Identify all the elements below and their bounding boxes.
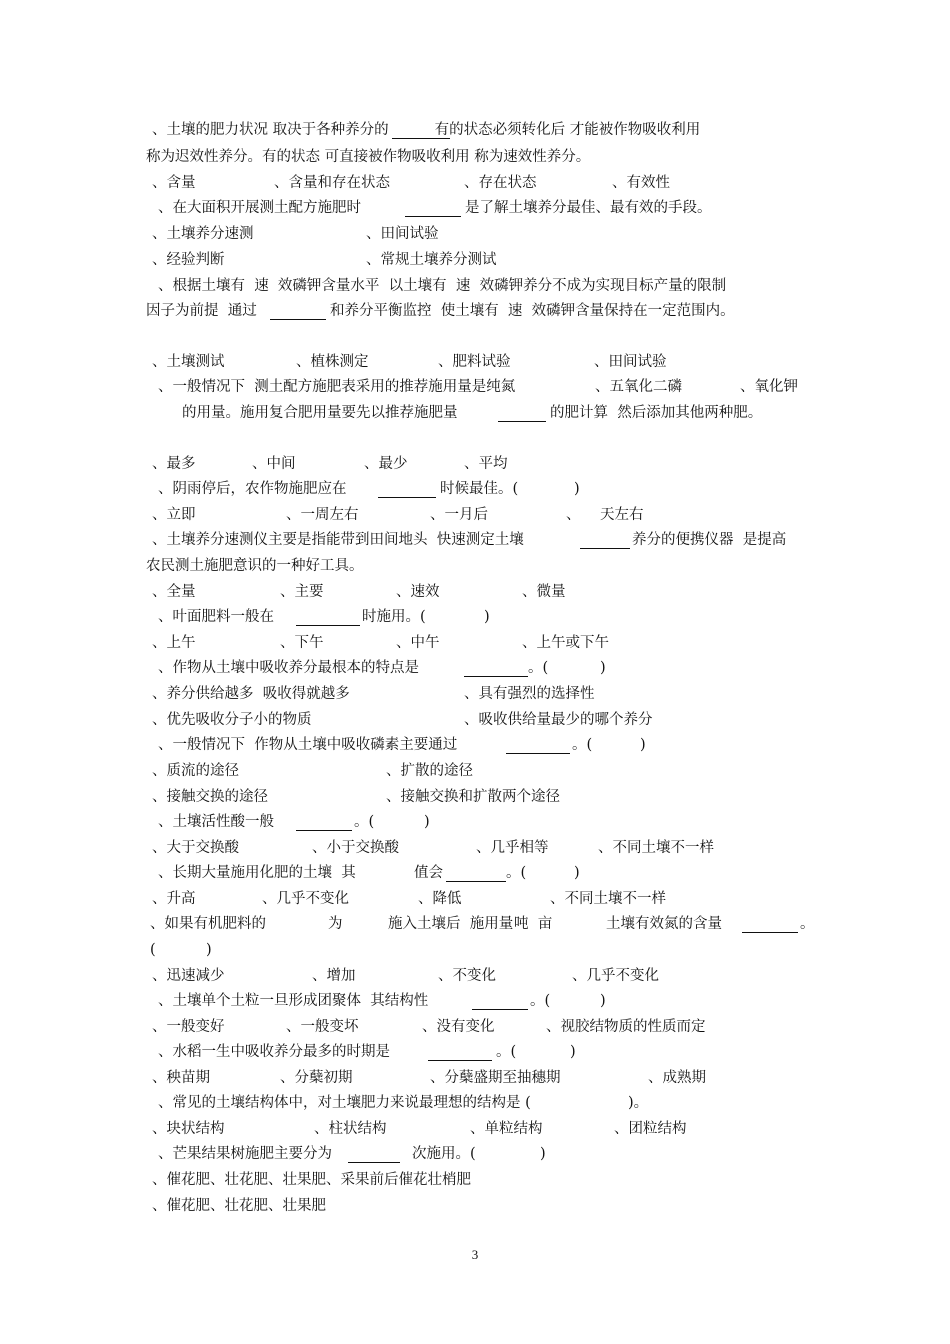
option-row <box>0 708 950 733</box>
answer-blank[interactable] <box>446 881 506 882</box>
option-row <box>0 682 950 707</box>
answer-option[interactable]: 、优先吸收分子小的物质 <box>152 712 312 728</box>
question-stem-line <box>0 861 950 886</box>
question-stem-line <box>0 1040 950 1065</box>
text-run: 有的状态必须转化后 才能被作物吸收利用 <box>430 122 701 138</box>
answer-option[interactable]: 、速效 <box>396 584 440 600</box>
page-number: 3 <box>471 1247 479 1262</box>
text-run: 的用量。施用复合肥用量要先以推荐施肥量 <box>182 405 458 421</box>
answer-blank[interactable] <box>580 548 630 549</box>
answer-option[interactable]: 、中间 <box>252 456 296 472</box>
answer-blank[interactable] <box>464 676 528 677</box>
question-stem-line <box>0 554 950 579</box>
option-row <box>0 1194 950 1219</box>
text-run: 、土壤活性酸一般 <box>158 814 274 830</box>
answer-option[interactable]: 、几乎相等 <box>476 840 549 856</box>
question-stem-line <box>0 656 950 681</box>
question-stem-line <box>0 196 950 221</box>
answer-option[interactable]: 、肥料试验 <box>438 354 511 370</box>
answer-option[interactable]: 、上午 <box>152 635 196 651</box>
text-run: ) <box>600 660 606 676</box>
question-stem-line <box>0 118 950 143</box>
answer-option[interactable]: 、下午 <box>280 635 324 651</box>
text-run: 。( <box>572 737 593 753</box>
option-row <box>0 631 950 656</box>
option-row <box>0 503 950 528</box>
text-run: 、土壤单个土粒一旦形成团聚体 其结构性 <box>158 993 429 1009</box>
text-run: 因子为前提 通过 <box>146 303 257 319</box>
answer-option[interactable]: 、迅速减少 <box>152 968 225 984</box>
answer-option[interactable]: 、催花肥、壮花肥、壮果肥 <box>152 1198 326 1214</box>
answer-option[interactable]: 天左右 <box>600 507 644 523</box>
answer-blank[interactable] <box>742 932 798 933</box>
answer-option[interactable]: 、养分供给越多 吸收得就越多 <box>152 686 350 702</box>
option-row <box>0 452 950 477</box>
answer-option[interactable]: 、成熟期 <box>648 1070 706 1086</box>
answer-option[interactable]: 、团粒结构 <box>614 1121 687 1137</box>
question-stem-line <box>0 477 950 502</box>
answer-option[interactable]: 、全量 <box>152 584 196 600</box>
option-row <box>0 171 950 196</box>
answer-option[interactable]: 、不同土壤不一样 <box>550 891 666 907</box>
option-row <box>0 248 950 273</box>
answer-option[interactable]: 、接触交换的途径 <box>152 789 268 805</box>
answer-option[interactable]: 、一般变好 <box>152 1019 225 1035</box>
text-run: 农民测土施肥意识的一种好工具。 <box>146 558 364 574</box>
text-run: 时施用。( <box>362 609 426 625</box>
answer-option[interactable]: 、一周左右 <box>286 507 359 523</box>
option-row <box>0 1168 950 1193</box>
answer-blank[interactable] <box>296 830 352 831</box>
text-run: 、一般情况下 作物从土壤中吸收磷素主要通过 <box>158 737 458 753</box>
answer-option[interactable]: 、最少 <box>364 456 408 472</box>
text-run: 。( <box>354 814 375 830</box>
answer-option[interactable]: 、主要 <box>280 584 324 600</box>
question-stem-line <box>0 528 950 553</box>
answer-blank[interactable] <box>472 1009 528 1010</box>
answer-option[interactable]: 、接触交换和扩散两个途径 <box>386 789 560 805</box>
question-stem-line <box>0 912 950 937</box>
text-run: 、常见的土壤结构体中，对土壤肥力来说最理想的结构是 ( <box>158 1095 531 1111</box>
answer-option[interactable]: 、最多 <box>152 456 196 472</box>
answer-option[interactable]: 、扩散的途径 <box>386 763 473 779</box>
question-stem-line <box>0 274 950 299</box>
question-stem-line <box>0 810 950 835</box>
answer-blank[interactable] <box>348 1162 400 1163</box>
text-run: 。( <box>530 993 551 1009</box>
text-run: 养分的便携仪器 是提高 <box>632 532 787 548</box>
option-row <box>0 836 950 861</box>
text-run: ) <box>600 993 606 1009</box>
answer-option[interactable]: 、含量和存在状态 <box>274 175 390 191</box>
answer-option[interactable]: 、块状结构 <box>152 1121 225 1137</box>
answer-option[interactable]: 、具有强烈的选择性 <box>464 686 595 702</box>
question-stem-line <box>0 938 950 963</box>
text-run: 吨 亩 <box>514 916 553 932</box>
question-stem-line <box>0 733 950 758</box>
answer-option[interactable]: 、立即 <box>152 507 196 523</box>
answer-blank[interactable] <box>498 421 546 422</box>
answer-option[interactable]: 、没有变化 <box>422 1019 495 1035</box>
text-run: 。( <box>506 865 527 881</box>
answer-option[interactable]: 、常规土壤养分测试 <box>366 252 497 268</box>
text-run: 为 <box>328 916 343 932</box>
option-row <box>0 964 950 989</box>
text-run: 。( <box>528 660 549 676</box>
answer-option[interactable]: 、增加 <box>312 968 356 984</box>
text-run: 、土壤养分速测仪主要是指能带到田间地头 快速测定土壤 <box>152 532 524 548</box>
text-run: ) <box>484 609 490 625</box>
text-run: 、氧化钾 <box>740 379 798 395</box>
answer-blank[interactable] <box>428 1060 492 1061</box>
text-run: 、在大面积开展测土配方施肥时 <box>158 200 366 216</box>
answer-option[interactable]: 、中午 <box>396 635 440 651</box>
question-stem-line <box>0 145 950 170</box>
text-run: 施入土壤后 施用量 <box>388 916 514 932</box>
text-run: 和养分平衡监控 使土壤有 速 效磷钾含量保持在一定范围内。 <box>330 303 735 319</box>
question-stem-line <box>0 989 950 1014</box>
answer-blank[interactable] <box>405 216 461 217</box>
text-run: 、阴雨停后，农作物施肥应在 <box>158 481 347 497</box>
option-row <box>0 759 950 784</box>
text-run: 土壤有效氮的含量 <box>606 916 722 932</box>
text-run: ) <box>574 865 580 881</box>
option-row <box>0 1117 950 1142</box>
text-run: 是了解土壤养分最佳、最有效的手段。 <box>465 200 712 216</box>
answer-blank[interactable] <box>378 497 436 498</box>
answer-option[interactable]: 、升高 <box>152 891 196 907</box>
text-run: 称为迟效性养分。有的状态 可直接被作物吸收利用 称为速效性养分。 <box>146 149 591 165</box>
answer-option[interactable]: 、分蘖盛期至抽穗期 <box>430 1070 561 1086</box>
text-run: 、根据土壤有 速 效磷钾含量水平 以土壤有 速 效磷钾养分不成为实现目标产量的限制 <box>158 278 727 294</box>
answer-option[interactable]: 、一般变坏 <box>286 1019 359 1035</box>
answer-option[interactable]: 、催花肥、壮花肥、壮果肥、采果前后催花壮梢肥 <box>152 1172 471 1188</box>
question-stem-line <box>0 1142 950 1167</box>
option-row <box>0 1066 950 1091</box>
answer-option[interactable]: 、不变化 <box>438 968 496 984</box>
answer-option[interactable]: 、降低 <box>418 891 462 907</box>
answer-option[interactable]: 、分蘖初期 <box>280 1070 353 1086</box>
text-run: 、如果有机肥料的 <box>150 916 266 932</box>
answer-option[interactable]: 、小于交换酸 <box>312 840 399 856</box>
answer-option[interactable]: 、单粒结构 <box>470 1121 543 1137</box>
text-run: 、一般情况下 测土配方施肥表采用的推荐施用量是纯氮 <box>158 379 516 395</box>
answer-option[interactable]: 、田间试验 <box>594 354 667 370</box>
answer-option[interactable]: 、上午或下午 <box>522 635 609 651</box>
answer-option[interactable]: 、存在状态 <box>464 175 537 191</box>
text-run: ( <box>150 942 156 958</box>
text-run: 、五氧化二磷 <box>595 379 682 395</box>
answer-option[interactable]: 、质流的途径 <box>152 763 239 779</box>
text-run: ) <box>570 1044 576 1060</box>
question-stem-line <box>0 299 950 324</box>
answer-option[interactable]: 、秧苗期 <box>152 1070 210 1086</box>
text-run: 、作物从土壤中吸收养分最根本的特点是 <box>158 660 419 676</box>
answer-blank[interactable] <box>296 625 360 626</box>
question-stem-line <box>0 401 950 426</box>
answer-option[interactable]: 、柱状结构 <box>314 1121 387 1137</box>
text-run: 次施用。( <box>412 1146 476 1162</box>
answer-option[interactable]: 、几乎不变化 <box>262 891 349 907</box>
answer-option[interactable]: 、视胶结物质的性质而定 <box>546 1019 706 1035</box>
text-run: ) <box>574 481 580 497</box>
text-run: 、水稻一生中吸收养分最多的时期是 <box>158 1044 390 1060</box>
answer-option[interactable]: 、土壤测试 <box>152 354 225 370</box>
answer-blank[interactable] <box>270 319 326 320</box>
option-row <box>0 785 950 810</box>
text-run: ) <box>640 737 646 753</box>
text-run: 的肥计算 然后添加其他两种肥。 <box>550 405 763 421</box>
answer-option[interactable]: 、一月后 <box>430 507 488 523</box>
option-row <box>0 887 950 912</box>
text-run: 。 <box>800 916 815 932</box>
text-run: 、土壤的肥力状况 取决于各种养分的 <box>152 122 389 138</box>
option-row <box>0 1015 950 1040</box>
text-run: 、芒果结果树施肥主要分为 <box>158 1146 332 1162</box>
answer-option[interactable]: 、吸收供给量最少的哪个养分 <box>464 712 653 728</box>
answer-option[interactable]: 、 <box>566 507 581 523</box>
text-run: 、叶面肥料一般在 <box>158 609 274 625</box>
answer-option[interactable]: 、含量 <box>152 175 196 191</box>
answer-option[interactable]: 、几乎不变化 <box>572 968 659 984</box>
text-run: ) <box>424 814 430 830</box>
answer-blank[interactable] <box>506 753 570 754</box>
option-row <box>0 580 950 605</box>
answer-option[interactable]: 、大于交换酸 <box>152 840 239 856</box>
question-stem-line <box>0 375 950 400</box>
text-run: ) <box>540 1146 546 1162</box>
text-run: 值会 <box>414 865 443 881</box>
question-stem-line <box>0 1091 950 1116</box>
text-run: 时候最佳。( <box>440 481 519 497</box>
text-run: )。 <box>628 1095 649 1111</box>
text-run: 。( <box>496 1044 517 1060</box>
answer-option[interactable]: 、微量 <box>522 584 566 600</box>
answer-option[interactable]: 、有效性 <box>612 175 670 191</box>
answer-option[interactable]: 、田间试验 <box>366 226 439 242</box>
answer-option[interactable]: 、植株测定 <box>296 354 369 370</box>
text-run: 、长期大量施用化肥的土壤 其 <box>158 865 356 881</box>
answer-option[interactable]: 、经验判断 <box>152 252 225 268</box>
question-stem-line <box>0 605 950 630</box>
answer-option[interactable]: 、不同土壤不一样 <box>598 840 714 856</box>
text-run: ) <box>206 942 212 958</box>
answer-option[interactable]: 、平均 <box>464 456 508 472</box>
answer-option[interactable]: 、土壤养分速测 <box>152 226 254 242</box>
option-row <box>0 222 950 247</box>
option-row <box>0 350 950 375</box>
